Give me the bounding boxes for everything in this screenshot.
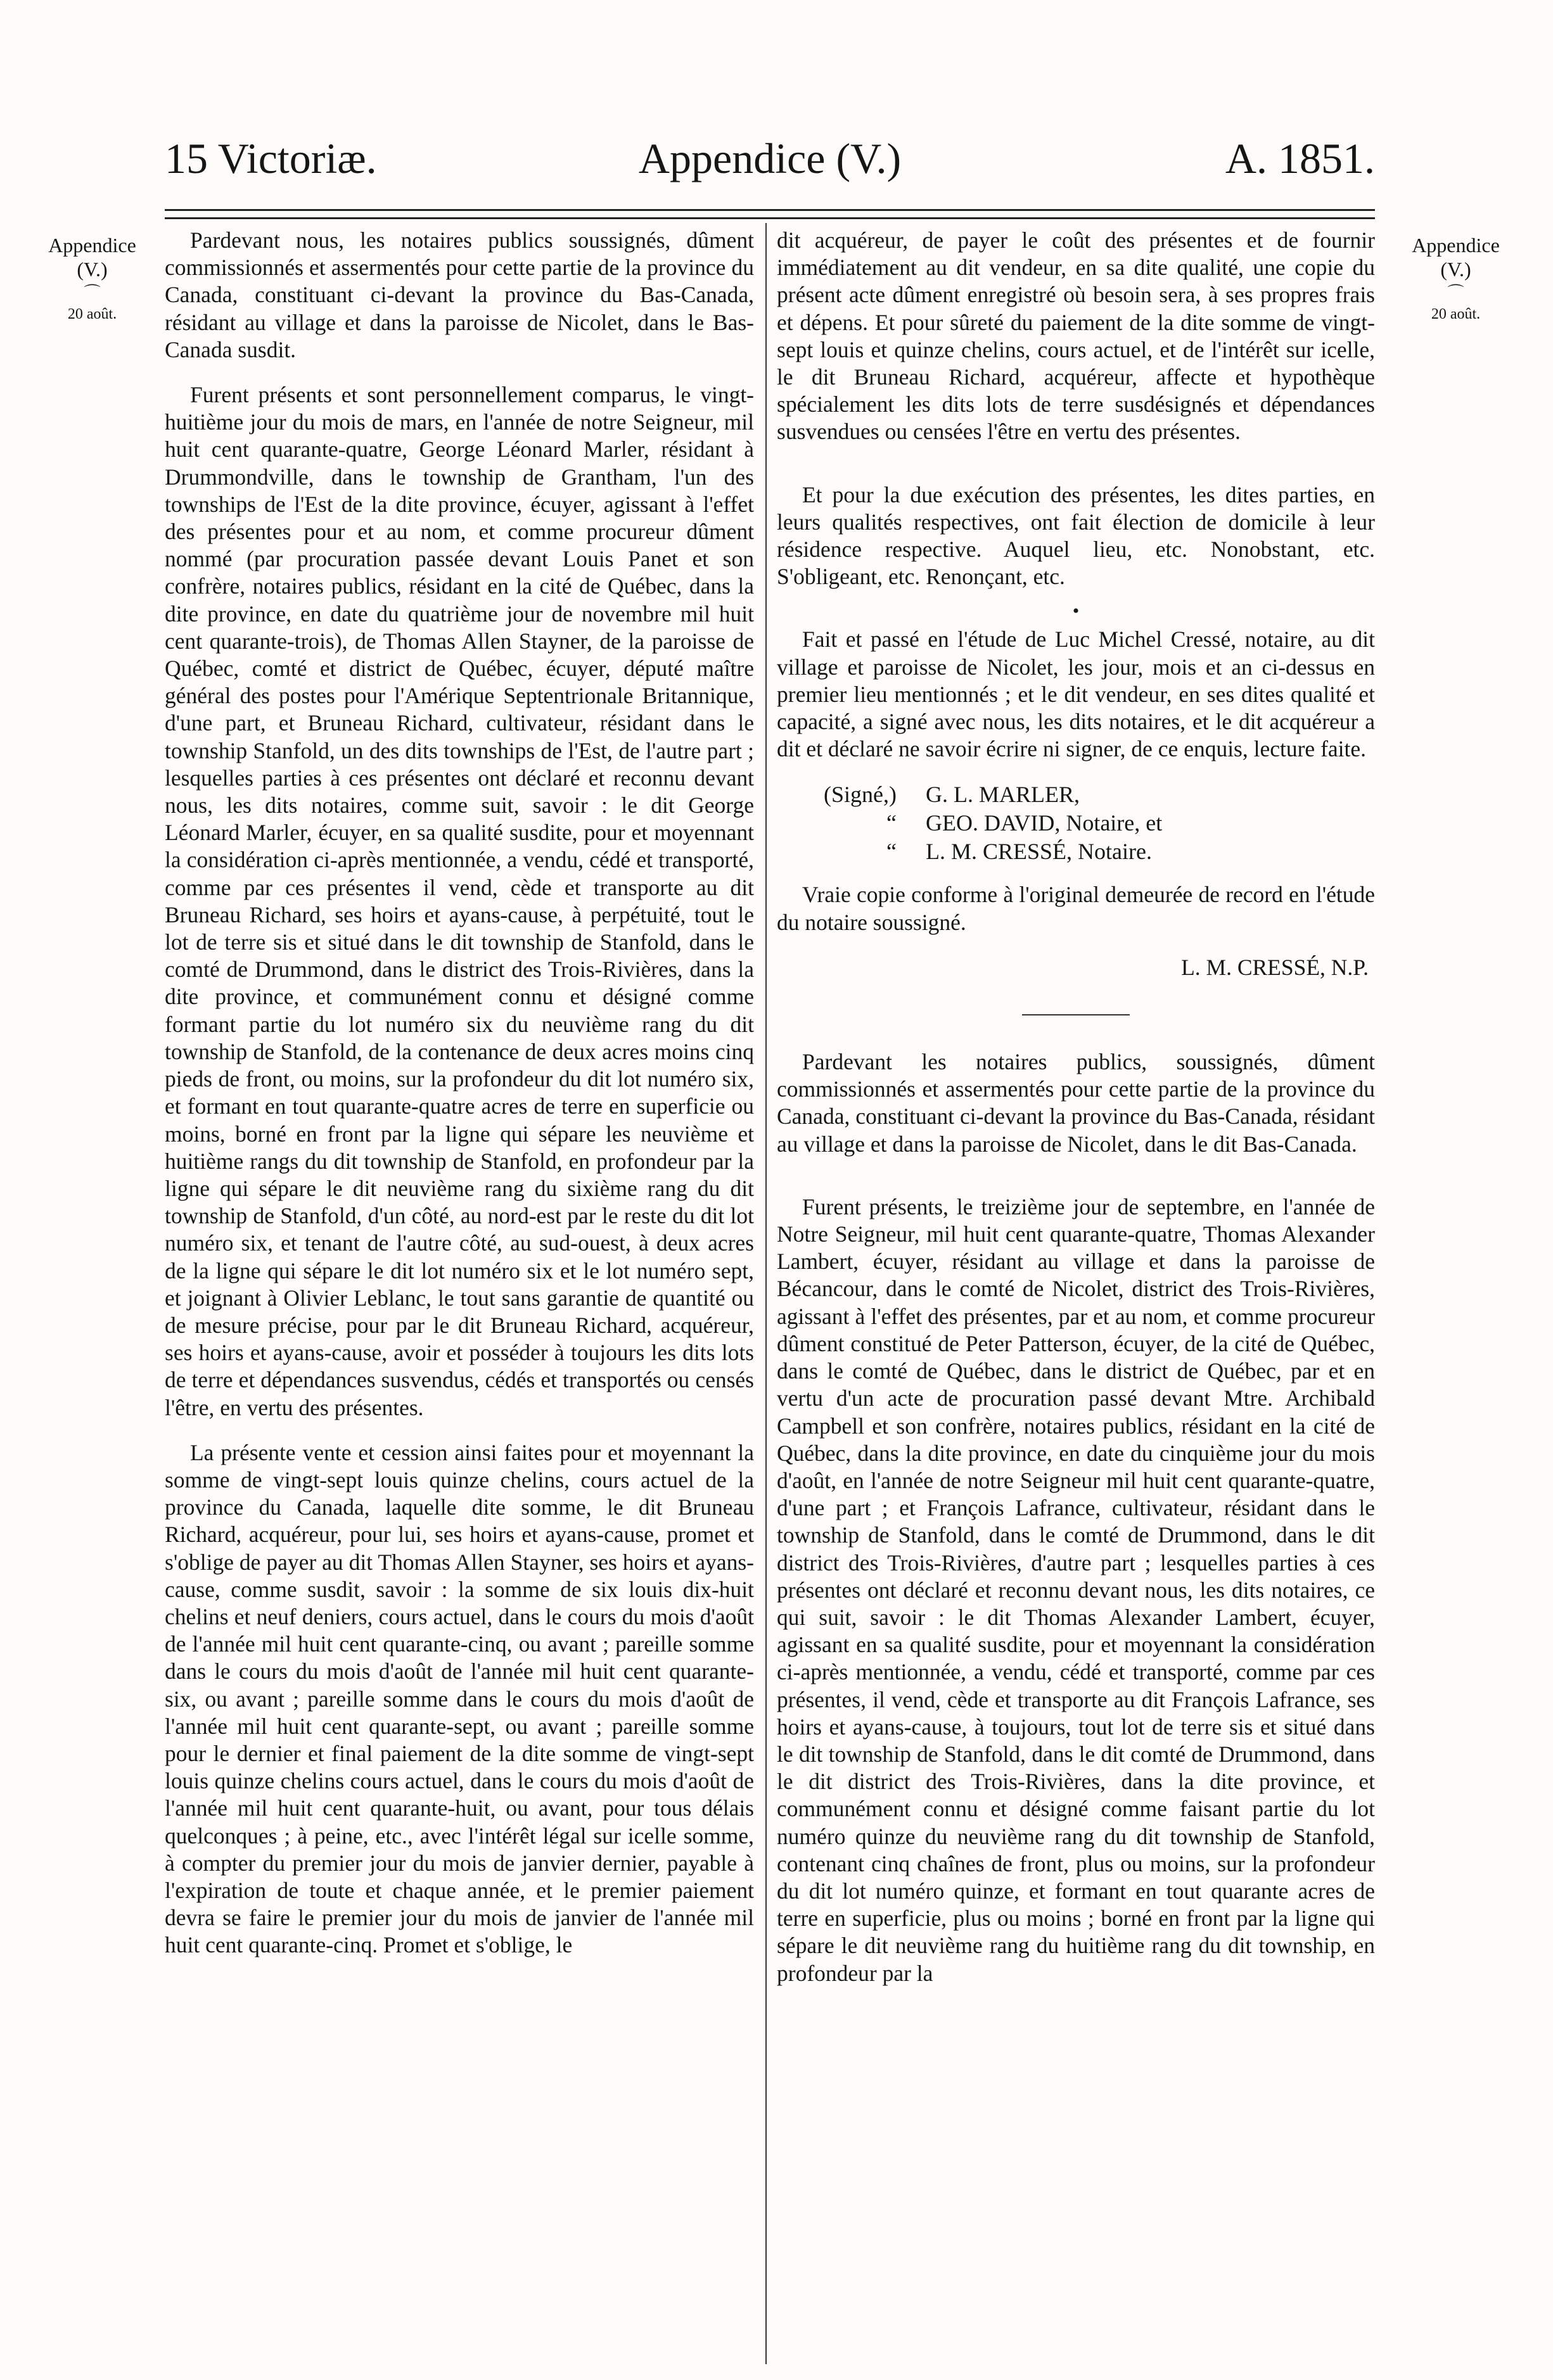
right-column [777, 227, 1375, 2005]
signature-name: GEO. DAVID, Notaire, et [926, 810, 1163, 836]
margin-appendix-number: (V.) [77, 258, 108, 281]
margin-note-left [37, 233, 148, 324]
deed-price-paragraph: La présente vente et cession ainsi faites pour et moyennant la somme de vingt-sept louis quinze chelins, cours actuel de la province du Canada, laquelle dite somme, le dit Bruneau Richard, acquéreur, pour lui, ses hoirs et ayans-cause, promet et s'oblige de payer au dit Thomas Allen Stayner, ses hoirs et ayans-cause, comme susdit, savoir : la somme de six louis dix-huit chelins et neuf deniers, cours actuel, dans le cours du mois d'août de l'année mil huit cent quarante-cinq, ou avant ; pareille somme dans le cours du mois d'août de l'année mil huit cent quarante-six, ou avant ; pareille somme dans le cours du mois d'août de l'année mil huit cent quarante-sept, ou avant ; pareille somme pour le dernier et final paiement de la dite somme de vingt-sept louis quinze chelins cours actuel, dans le cours du mois d'août de l'année mil huit cent quarante-huit, ou avant, pour tous délais quelconques ; à peine, etc., avec l'intérêt légal sur icelle somme, à compter du premier jour du mois de janvier dernier, payable à l'expiration de toute et chaque année, et le premier paiement devra se faire le premier jour du mois de janvier de l'année mil huit cent quarante-cinq. Promet et s'oblige, le [165, 1439, 754, 1958]
header-session: 15 Victoriæ. [165, 134, 377, 182]
signature-prefix: (Signé,) [824, 782, 897, 808]
signature-prefix: “ [886, 810, 897, 836]
header-rule-top [165, 209, 1375, 211]
election-domicile-paragraph: Et pour la due exécution des présentes, les dites parties, en leurs qualités respectives, ont fait élection de domicile à leur résidence respective. Auquel lieu, etc. Nonobstant, etc. S'obligeant, etc. Renonçant, etc. [777, 481, 1375, 590]
margin-appendix-label: Appendice [1412, 234, 1500, 257]
margin-note-right [1400, 233, 1511, 324]
true-copy-paragraph: Vraie copie conforme à l'original demeurée de record en l'étude du notaire soussigné. [777, 882, 1375, 935]
deed-continuation-paragraph: dit acquéreur, de payer le coût des présentes et de fournir immédiatement au dit vendeur, en sa dite qualité, une copie du présent acte dûment enregistré où besoin sera, à ses propres frais et dépens. Et pour sûreté du paiement de la dite somme de vingt-sept louis et quinze chelins, cours actuel, et de l'intérêt sur icelle, le dit Bruneau Richard, acquéreur, affecte et hypothèque spécialement les dits lots de terre susdésignés et dépendances susvendues ou censées l'être en vertu des présentes. [777, 227, 1375, 445]
second-deed-parties-paragraph: Furent présents, le treizième jour de septembre, en l'année de Notre Seigneur, mil huit cent quarante-quatre, Thomas Alexander Lambert, écuyer, résidant au village et dans la paroisse de Bécancour, dans le comté de Nicolet, district des Trois-Rivières, agissant à l'effet des présentes, par et au nom, et comme procureur dûment constitué de Peter Patterson, écuyer, de la cité de Québec, dans le comté de Québec, dans le district de Québec, par et en vertu d'un acte de procuration passé devant Mtre. Archibald Campbell et son confrère, notaires publics, résidant en la cité de Québec, dans la dite province, en date du cinquième jour du mois d'août, en l'année de notre Seigneur mil huit cent quarante-quatre, d'une part ; et François Lafrance, cultivateur, résidant dans le township de Stanfold, dans le comté de Drummond, dans le dit district des Trois-Rivières, d'autre part ; lesquelles parties à ces présentes ont déclaré et reconnu devant nous, les dits notaires, ce qui suit, savoir : le dit Thomas Alexander Lambert, écuyer, agissant en sa qualité susdite, pour et moyennant la considération ci-après mentionnée, a vendu, cédé et transporté, comme par ces présentes, il vend, cède et transporte au dit François Lafrance, ses hoirs et ayans-cause, à toujours, tout lot de terre sis et situé dans le dit township de Stanfold, dans le dit comté de Drummond, dans le dit district des Trois-Rivières, dans la dite province, et communément connu et désigné comme faisant partie du lot numéro quinze du neuvième rang du dit township de Stanfold, contenant cinq chaînes de front, plus ou moins, sur la profondeur du dit lot numéro quinze, et formant en tout quarante acres de terre en superficie, plus ou moins ; borné en front par la ligne qui sépare le dit neuvième rang du huitième rang du dit township, en profondeur par la [777, 1193, 1375, 1986]
notary-signature: L. M. CRESSÉ, N.P. [1181, 954, 1369, 980]
signature-block [777, 780, 1375, 866]
executed-paragraph: Fait et passé en l'étude de Luc Michel Cressé, notaire, au dit village et paroisse de Nicolet, les jour, mois et an ci-dessus en premier lieu mentionnés ; et le dit vendeur, en ses dites qualité et capacité, a signé avec nous, les dits notaires, et le dit acquéreur a dit et déclaré ne savoir écrire ni signer, de ce enquis, lecture faite. [777, 627, 1375, 762]
deed-parties-paragraph: Furent présents et sont personnellement comparus, le vingt-huitième jour du mois de mars, en l'année de notre Seigneur, mil huit cent quarante-quatre, George Léonard Marler, résidant à Drummondville, dans le township de Grantham, l'un des townships de l'Est de la dite province, écuyer, agissant à l'effet des présentes pour et au nom, et comme procureur dûment nommé (par procuration passée devant Louis Panet et son confrère, notaires publics, résidant en la cité de Québec, dans la dite province, en date du quatrième jour de novembre mil huit cent quarante-trois), de Thomas Allen Stayner, de la paroisse de Québec, comté et district de Québec, écuyer, député maître général des postes pour l'Amérique Septentrionale Britannique, d'une part, et Bruneau Richard, cultivateur, résidant dans le township Stanfold, un des dits townships de l'Est, de l'autre part ; lesquelles parties à ces présentes ont déclaré et reconnu devant nous, les dits notaires, comme suit, savoir : le dit George Léonard Marler, écuyer, en sa qualité susdite, pour et moyennant la considération ci-après mentionnée, a vendu, cédé et transporté, comme par ces présentes il vend, cède et transporte au dit Bruneau Richard, ses hoirs et ayans-cause, à perpétuité, tout le lot de terre sis et situé dans le dit township de Stanfold, dans le comté de Drummond, dans le district des Trois-Rivières, dans la dite province, et communément connu et désigné comme formant partie du lot numéro six du neuvième rang du dit township de Stanfold, de la contenance de deux acres moins cinq pieds de front, ou moins, sur la profondeur du dit lot numéro six, et formant en tout quarante-quatre acres de terre en superficie ou moins, borné en front par la ligne qui sépare les neuvième et huitième rangs du dit township de Stanfold, en profondeur par la ligne qui sépare le dit neuvième rang du sixième rang du dit township de Stanfold, d'un côté, au nord-est par le reste du dit lot numéro six, et tenant de l'autre côté, au sud-ouest, à deux acres de la ligne qui sépare le dit lot numéro six et le lot numéro sept, et joignant à Olivier Leblanc, le tout sans garantie de quantité ou de mesure précise, pour par le dit Bruneau Richard, acquéreur, ses hoirs et ayans-cause, avoir et posséder à toujours les dits lots de terre et dépendances susvendus, cédés et transportés ou censés l'être, en vertu des présentes. [165, 382, 754, 1420]
signature-row [777, 780, 1375, 809]
signature-name: G. L. MARLER, [926, 782, 1080, 808]
header-year: A. 1851. [1225, 134, 1375, 182]
signature-prefix: “ [886, 839, 897, 865]
signature-row [777, 809, 1375, 837]
bullet-mark: • [1072, 601, 1080, 622]
deed-opening-paragraph: Pardevant nous, les notaires publics soussignés, dûment commissionnés et assermentés pour cette partie de la province du Canada, constituant ci-devant la province du Bas-Canada, résidant au village et dans la paroisse de Nicolet, dans le Bas-Canada susdit. [165, 227, 754, 362]
signature-name: L. M. CRESSÉ, Notaire. [926, 839, 1152, 865]
margin-date: 20 août. [1431, 306, 1481, 322]
second-deed-opening-paragraph: Pardevant les notaires publics, soussignés, dûment commissionnés et assermentés pour cette partie de la province du Canada, constituant ci-devant la province du Bas-Canada, résidant au village et dans la paroisse de Nicolet, dans le dit Bas-Canada. [777, 1049, 1375, 1157]
brace-icon: ⌒ [84, 284, 101, 302]
header-rule-bottom [165, 217, 1375, 219]
margin-appendix-number: (V.) [1440, 258, 1471, 281]
running-header [165, 130, 1375, 187]
brace-icon: ⌒ [1447, 284, 1464, 302]
header-appendix: Appendice (V.) [638, 134, 902, 182]
left-column [165, 227, 754, 1977]
margin-appendix-label: Appendice [48, 234, 136, 257]
signature-row [777, 837, 1375, 866]
section-divider [1022, 1014, 1130, 1015]
column-divider [765, 223, 767, 2364]
margin-date: 20 août. [67, 306, 117, 322]
